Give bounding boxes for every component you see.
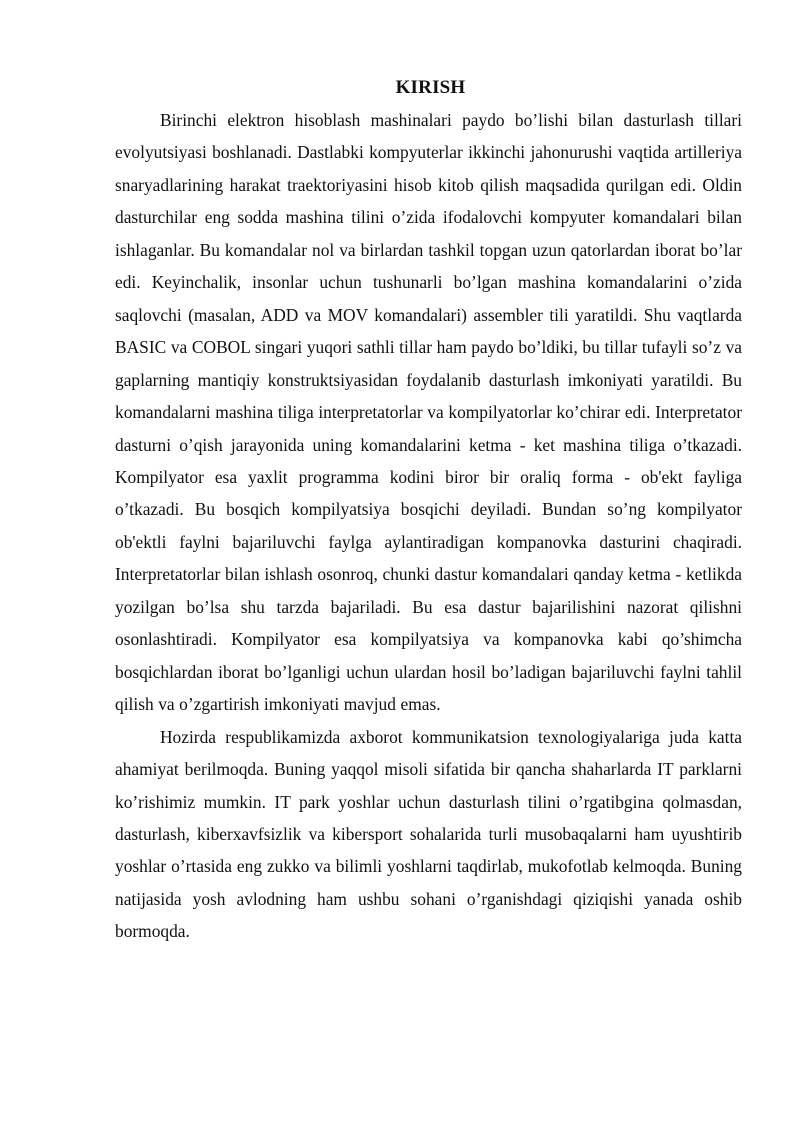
paragraph-it-parks: Hozirda respublikamizda axborot kommunikatsion texnologiyalariga juda katta ahamiyat berilmoqda. Buning yaqqol misoli sifatida bir qancha shaharlarda IT parklarni ko’rishimiz mumkin. IT park yoshlar uchun dasturlash tilini o’rgatibgina qolmasdan, dasturlash, kiberxavfsizlik va kibersport sohalarida turli musobaqalarni ham uyushtirib yoshlar o’rtasida eng zukko va bilimli yoshlarni taqdirlab, mukofotlab kelmoqda. Buning natijasida yosh avlodning ham ushbu sohani o’rganishdagi qiziqishi yanada oshib bormoqda. — [115, 726, 742, 942]
section-title: KIRISH — [395, 77, 466, 98]
paragraph-introduction: Birinchi elektron hisoblash mashinalari paydo bo’lishi bilan dasturlash tillari evolyutsiyasi boshlanadi. Dastlabki kompyuterlar ikkinchi jahonurushi vaqtida artilleriya snaryadlarining harakat traektoriyasini hisob kitob qilish maqsadida qurilgan edi. Oldin dasturchilar eng sodda mashina tilini o’zida ifodalovchi kompyuter komandalari bilan ishlaganlar. Bu komandalar nol va birlardan tashkil topgan uzun qatorlardan iborat bo’lar edi. Keyinchalik, insonlar uchun tushunarli bo’lgan mashina komandalarini o’zida saqlovchi (masalan, ADD va MOV komandalari) assembler tili yaratildi. Shu vaqtlarda BASIC va COBOL singari yuqori sathli tillar ham paydo bo’ldiki, bu tillar tufayli so’z va gaplarning mantiqiy konstruktsiyasidan foydalanib dasturlash imkoniyati yaratildi. Bu komandalarni mashina tiliga interpretatorlar va kompilyatorlar ko’chirar edi. Interpretator dasturni o’qish jarayonida uning komandalarini ketma - ket mashina tiliga o’tkazadi. Kompilyator esa yaxlit programma kodini biror bir oraliq forma - ob'ekt fayliga o’tkazadi. Bu bosqich kompilyatsiya bosqichi deyiladi. Bundan so’ng kompilyator ob'ektli faylni bajariluvchi faylga aylantiradigan kompanovka dasturini chaqiradi. Interpretatorlar bilan ishlash osonroq, chunki dastur komandalari qanday ketma - ketlikda yozilgan bo’lsa shu tarzda bajariladi. Bu esa dastur bajarilishini nazorat qilishni osonlashtiradi. Kompilyator esa kompilyatsiya va kompanovka kabi qo’shimcha bosqichlardan iborat bo’lganligi uchun ulardan hosil bo’ladigan bajariluvchi faylni tahlil qilish va o’zgartirish imkoniyati mavjud emas. — [115, 110, 742, 715]
document-body — [115, 72, 742, 948]
